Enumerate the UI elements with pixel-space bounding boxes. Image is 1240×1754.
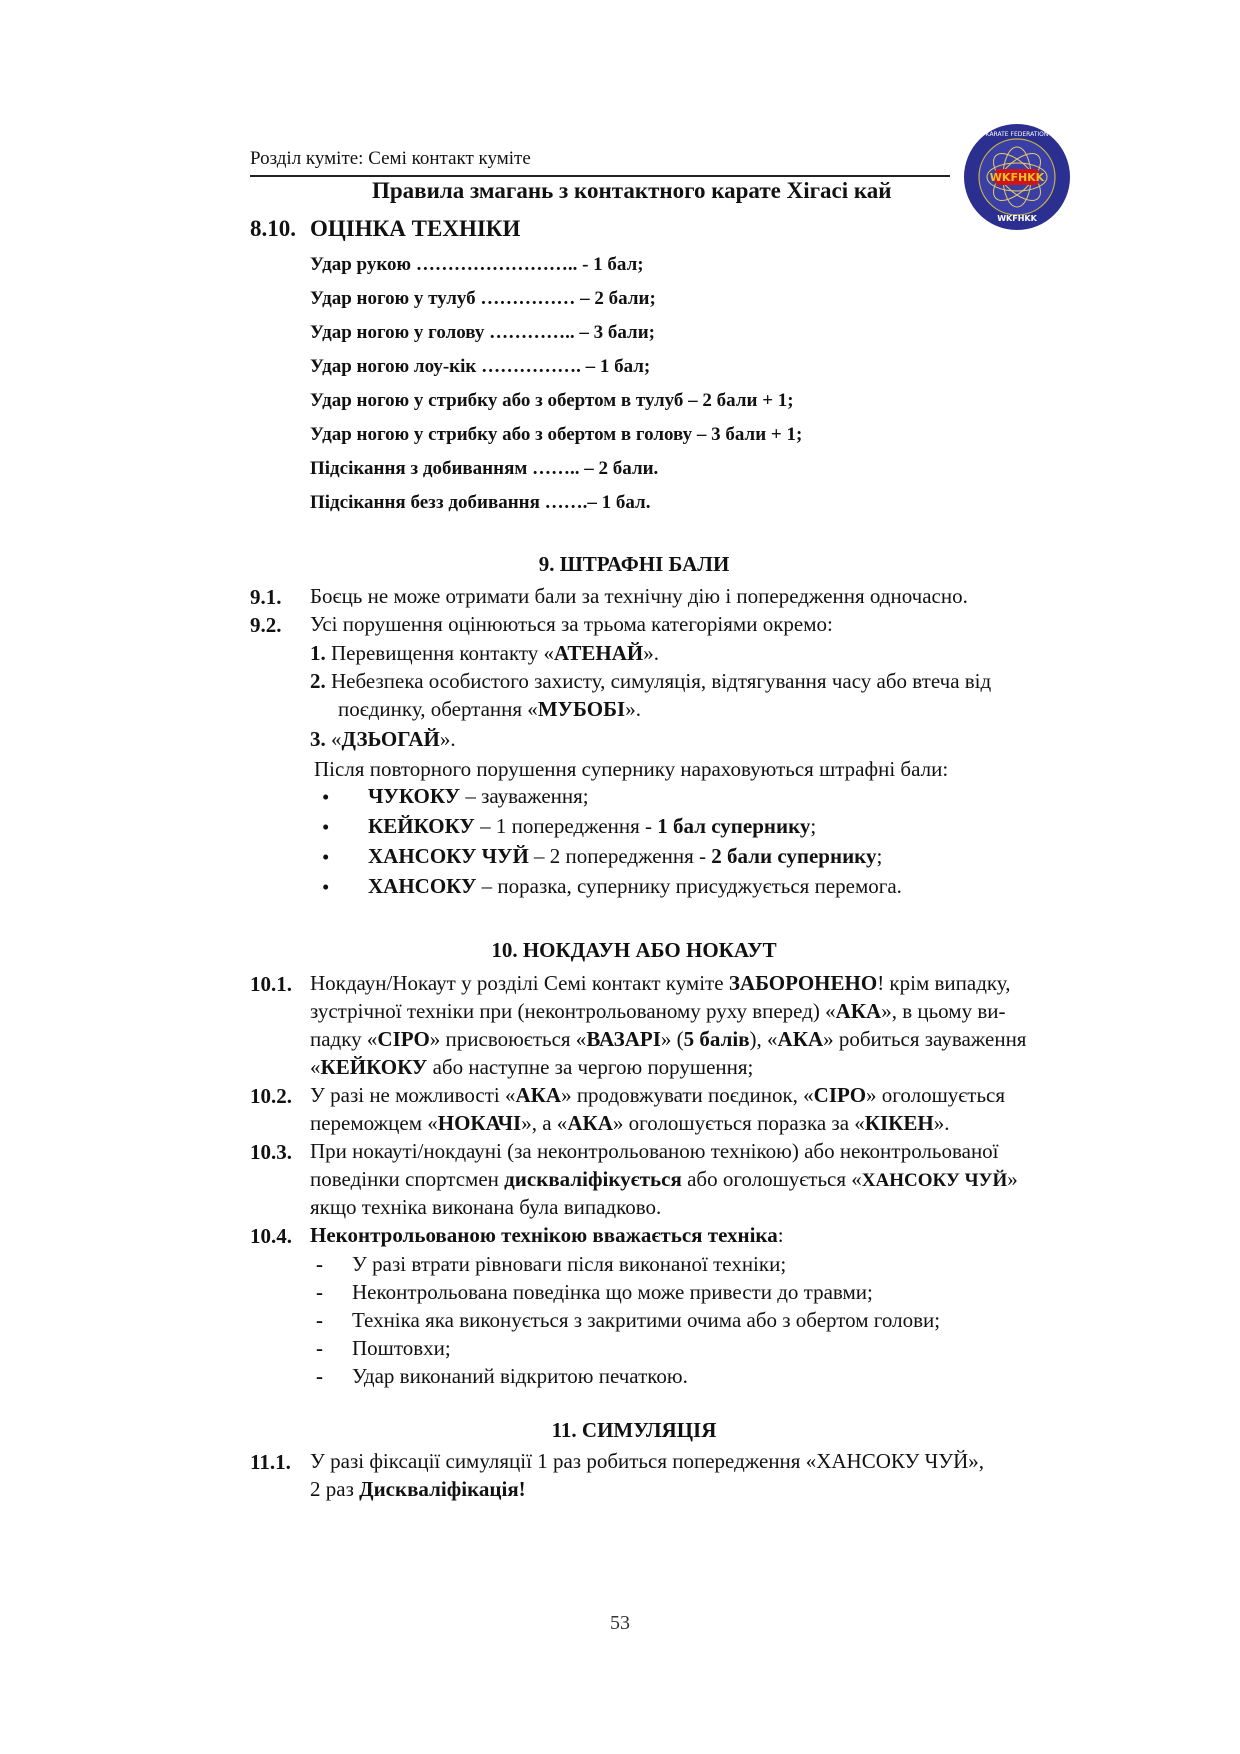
category-item: [310, 639, 659, 667]
score-item: Удар ногою у стрибку або з обертом в тулуб – 2 бали + 1;: [310, 390, 794, 411]
text-run: » оголошується поразка за «: [612, 1111, 865, 1135]
penalty-item: [368, 782, 589, 810]
text-run: зустрічної техніки при (неконтрольованому руху вперед) «: [310, 999, 836, 1023]
text-run: «: [310, 1055, 321, 1079]
text-bold: АКА: [777, 1027, 824, 1051]
text-bold: Неконтрольованою технікою вважається техніка: [310, 1223, 778, 1247]
text-run: ».: [933, 1111, 950, 1135]
category-item: [310, 667, 991, 695]
category-text: поєдинку, обертання «: [338, 697, 538, 721]
category-number: 3.: [310, 727, 326, 751]
text-bold: ХАНСОКУ ЧУЙ: [861, 1170, 1008, 1191]
category-number: 1.: [310, 641, 326, 665]
penalty-term: ХАНСОКУ ЧУЙ: [368, 844, 529, 868]
clause-number: 11.1.: [250, 1450, 291, 1474]
clause-text: У разі фіксації симуляції 1 раз робиться попередження «ХАНСОКУ ЧУЙ»,: [310, 1449, 985, 1473]
svg-text:KARATE FEDERATION: KARATE FEDERATION: [985, 131, 1049, 138]
bullet-icon: •: [322, 785, 330, 809]
category-term: ДЗЬОГАЙ: [341, 727, 440, 751]
text-run: У разі не можливості «: [310, 1083, 516, 1107]
dash-icon: -: [316, 1280, 323, 1304]
bullet-icon: •: [322, 815, 330, 839]
svg-text:WKFHKK: WKFHKK: [997, 214, 1037, 223]
section-9-title: 9. ШТРАФНІ БАЛИ: [538, 552, 730, 576]
text-bold: дискваліфікується: [504, 1167, 682, 1191]
penalty-end: ;: [876, 844, 883, 868]
text-run: :: [777, 1223, 784, 1247]
section-8-10-title: ОЦІНКА ТЕХНІКИ: [310, 216, 521, 241]
score-item: Удар ногою у голову ………….. – 3 бали;: [310, 322, 655, 343]
penalty-item: [368, 842, 882, 870]
clause-text: якщо техніка виконана була випадково.: [310, 1195, 662, 1219]
list-item: Техніка яка виконується з закритими очима або з обертом голови;: [352, 1308, 941, 1332]
penalty-desc: – 2 попередження -: [528, 844, 712, 868]
penalty-intro: Після повторного порушення супернику нараховуються штрафні бали:: [314, 757, 949, 781]
text-run: Нокдаун/Нокаут у розділі Семі контакт куміте: [310, 971, 729, 995]
clause-text: Усі порушення оцінюються за трьома категоріями окремо:: [310, 612, 833, 636]
text-bold: ВАЗАРІ: [586, 1027, 661, 1051]
text-bold: 5 балів: [683, 1027, 750, 1051]
text-run: »: [1007, 1167, 1018, 1191]
category-term: МУБОБІ: [537, 697, 626, 721]
clause-text: Боєць не може отримати бали за технічну дію і попередження одночасно.: [310, 584, 968, 608]
penalty-desc: – поразка, супернику присуджується перемога.: [476, 874, 902, 898]
section-11-title: 11. СИМУЛЯЦІЯ: [551, 1418, 717, 1442]
clause-text: [310, 1221, 784, 1249]
clause-number: 9.2.: [250, 613, 282, 637]
clause-text: [310, 1475, 526, 1503]
wkfhkk-logo-icon: [962, 122, 1072, 232]
clause-number: 9.1.: [250, 585, 282, 609]
text-run: », в цьому ви-: [881, 999, 1006, 1023]
clause-text: При нокауті/нокдауні (за неконтрольованою технікою) або неконтрольованої: [310, 1139, 999, 1163]
text-bold: СІРО: [813, 1083, 867, 1107]
text-run: падку «: [310, 1027, 378, 1051]
text-run: 2 раз: [310, 1477, 360, 1501]
text-run: » продовжувати поєдинок, «: [561, 1083, 814, 1107]
category-term: АТЕНАЙ: [554, 641, 644, 665]
list-item: Поштовхи;: [352, 1336, 451, 1360]
penalty-desc: – 1 попередження -: [474, 814, 658, 838]
clause-text: [310, 1025, 1026, 1053]
category-text: «: [331, 727, 342, 751]
text-run: ! крім випадку,: [877, 971, 1011, 995]
text-bold: КІКЕН: [864, 1111, 934, 1135]
score-item: Підсікання безз добивання …….– 1 бал.: [310, 492, 651, 513]
list-item: Удар виконаний відкритою печаткою.: [352, 1364, 688, 1388]
text-run: » присвоюється «: [429, 1027, 587, 1051]
text-run: або оголошується «: [681, 1167, 862, 1191]
clause-number: 10.1.: [250, 972, 292, 996]
category-item-continuation: [338, 695, 641, 723]
list-item: У разі втрати рівноваги після виконаної техніки;: [352, 1252, 787, 1276]
penalty-end: ;: [810, 814, 817, 838]
text-run: ), «: [749, 1027, 778, 1051]
penalty-item: [368, 812, 816, 840]
clause-number: 10.2.: [250, 1084, 292, 1108]
penalty-term: ХАНСОКУ: [368, 874, 477, 898]
category-item: [310, 725, 456, 753]
score-item: Підсікання з добиванням …….. – 2 бали.: [310, 458, 659, 479]
text-run: переможцем «: [310, 1111, 438, 1135]
text-run: », а «: [521, 1111, 568, 1135]
clause-text: [310, 1109, 949, 1137]
score-item: Удар ногою у стрибку або з обертом в голову – 3 бали + 1;: [310, 424, 803, 445]
text-run: » оголошується: [866, 1083, 1006, 1107]
section-10-title: 10. НОКДАУН АБО НОКАУТ: [491, 938, 777, 962]
dash-icon: -: [316, 1252, 323, 1276]
section-header: Розділ куміте: Семі контакт куміте: [250, 148, 531, 169]
penalty-term: КЕЙКОКУ: [368, 814, 475, 838]
section-8-10-number: 8.10.: [250, 216, 296, 241]
text-bold: НОКАЧІ: [437, 1111, 522, 1135]
text-bold: КЕЙКОКУ: [320, 1055, 428, 1079]
svg-text:WKFHKK: WKFHKK: [989, 171, 1045, 184]
dash-icon: -: [316, 1308, 323, 1332]
text-run: » (: [660, 1027, 684, 1051]
penalty-desc: – зауваження;: [460, 784, 589, 808]
header-rule: [250, 175, 950, 177]
score-item: Удар ногою у тулуб …………… – 2 бали;: [310, 288, 656, 309]
document-title: Правила змагань з контактного карате Хігасі кай: [372, 178, 892, 203]
text-bold: Дискваліфікація!: [359, 1477, 526, 1501]
category-text: Перевищення контакту «: [331, 641, 555, 665]
bullet-icon: •: [322, 845, 330, 869]
clause-text: [310, 1165, 1018, 1195]
text-bold: СІРО: [377, 1027, 430, 1051]
category-text-end: ».: [643, 641, 659, 665]
penalty-term: ЧУКОКУ: [368, 784, 461, 808]
category-text-end: ».: [439, 727, 456, 751]
category-text: Небезпека особистого захисту, симуляція, відтягування часу або втеча від: [331, 669, 992, 693]
dash-icon: -: [316, 1336, 323, 1360]
dash-icon: -: [316, 1364, 323, 1388]
clause-text: [310, 997, 1005, 1025]
text-bold: ЗАБОРОНЕНО: [728, 971, 878, 995]
text-bold: АКА: [835, 999, 882, 1023]
page-number: 53: [610, 1612, 630, 1634]
text-run: » робиться зауваження: [823, 1027, 1027, 1051]
text-bold: АКА: [567, 1111, 613, 1135]
text-run: або наступне за чергою порушення;: [427, 1055, 754, 1079]
clause-number: 10.3.: [250, 1140, 292, 1164]
penalty-item: [368, 872, 902, 900]
clause-text: [310, 1053, 753, 1081]
penalty-points: 1 бал супернику: [657, 814, 811, 838]
category-text-end: ».: [625, 697, 641, 721]
clause-text: [310, 969, 1010, 997]
text-bold: АКА: [515, 1083, 562, 1107]
text-run: поведінки спортсмен: [310, 1167, 505, 1191]
clause-number: 10.4.: [250, 1224, 292, 1248]
category-number: 2.: [310, 669, 326, 693]
list-item: Неконтрольована поведінка що може привести до травми;: [352, 1280, 873, 1304]
clause-text: [310, 1081, 1005, 1109]
score-item: Удар рукою …………………….. - 1 бал;: [310, 254, 644, 275]
penalty-points: 2 бали супернику: [711, 844, 877, 868]
bullet-icon: •: [322, 875, 330, 899]
score-item: Удар ногою лоу-кік ……………. – 1 бал;: [310, 356, 651, 377]
